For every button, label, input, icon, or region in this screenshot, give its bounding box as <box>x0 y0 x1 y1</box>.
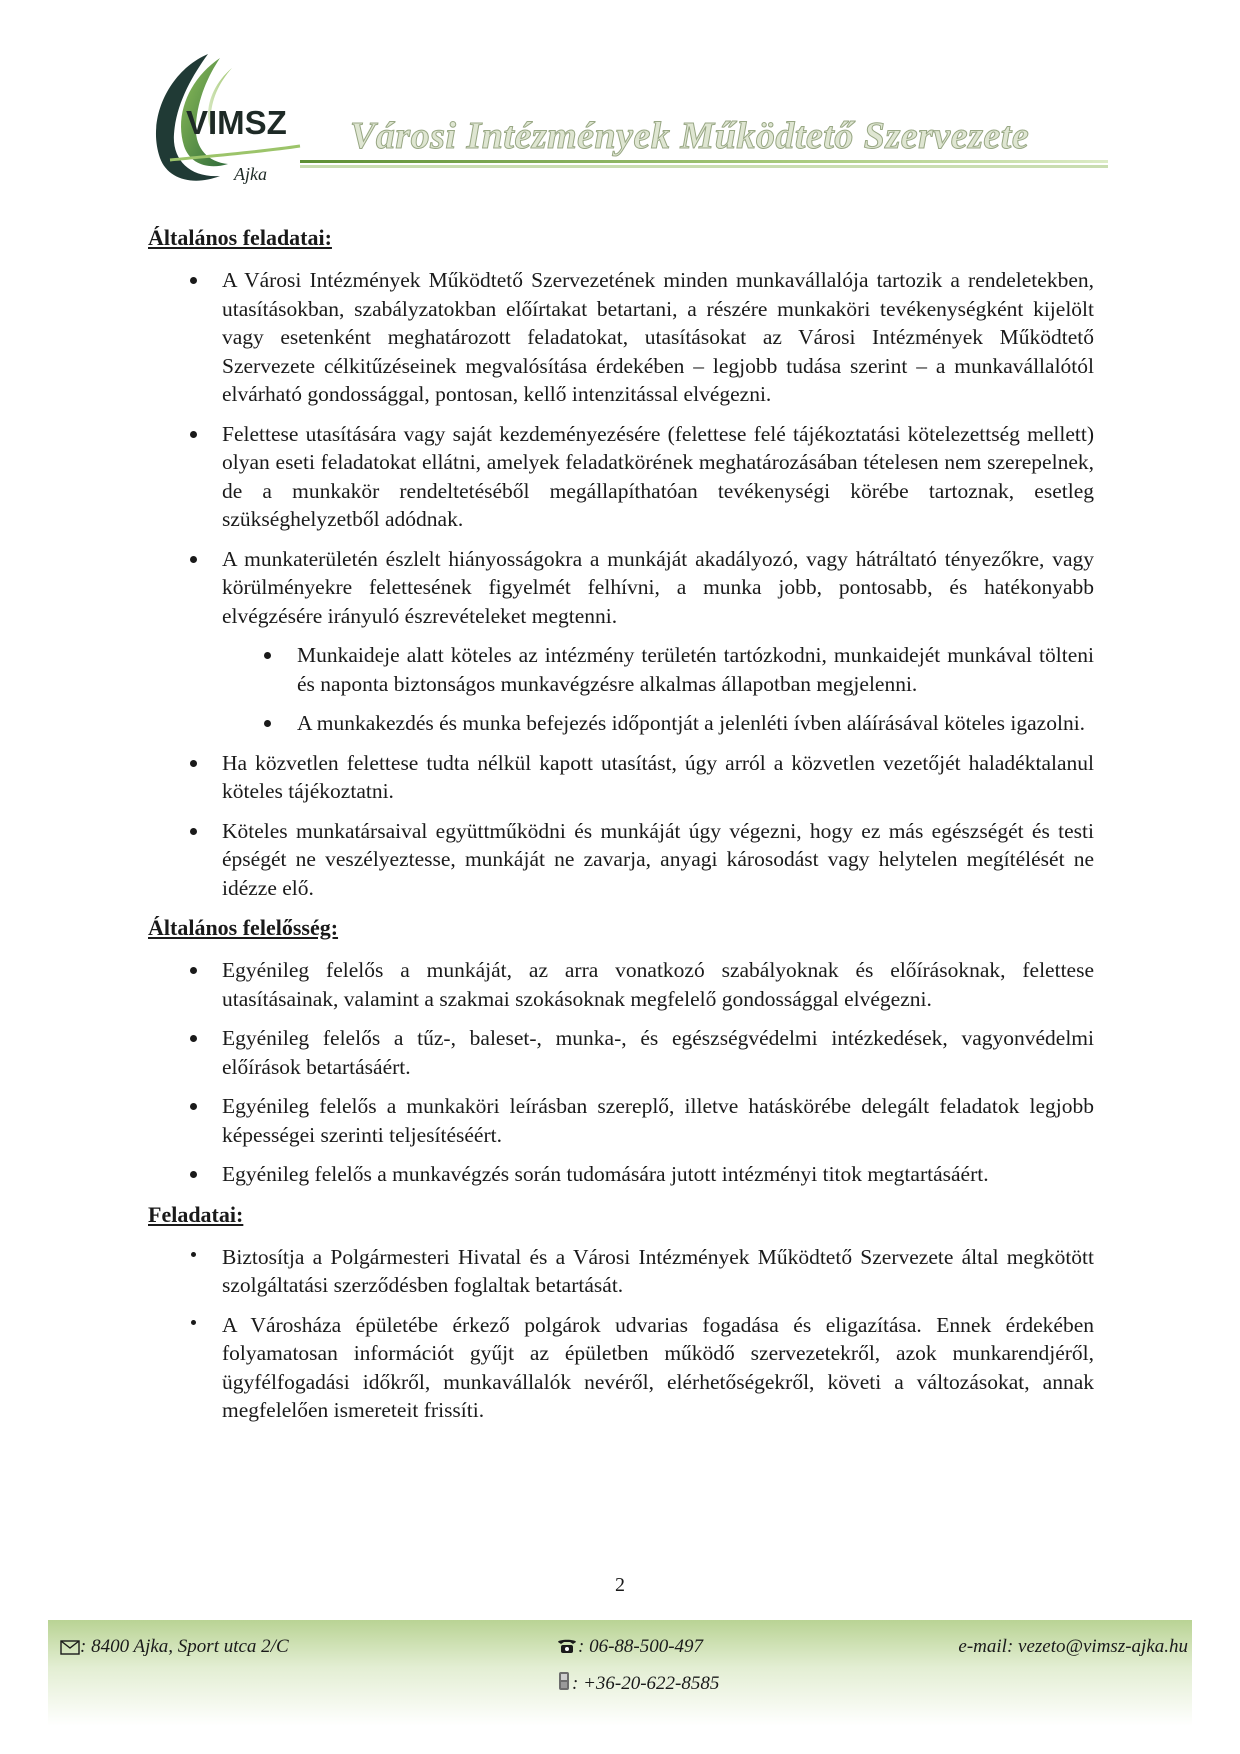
bullet-icon <box>190 760 197 767</box>
organization-title: Városi Intézmények Működtető Szervezete <box>350 115 1030 157</box>
list-item: A munkaterületén észlelt hiányosságokra a munkáját akadályozó, vagy hátráltató tényezőkre, vagy körülményekre felettesének figyelmét felhívni, a munka jobb, pontosabb, és hatékonyabb elvégzésére irányuló észrevételeket megtenni. <box>148 545 1094 631</box>
logo-city: Ajka <box>234 164 267 184</box>
footer-email: e-mail: vezeto@vimsz-ajka.hu <box>958 1636 1188 1657</box>
bullet-icon <box>190 556 197 563</box>
list-item: Egyénileg felelős a munkaköri leírásban szereplő, illetve hatáskörébe delegált feladatok legjobb képességei szerinti teljesítéséért. <box>148 1092 1094 1149</box>
footer-mobile: : +36-20-622-8585 <box>556 1670 719 1695</box>
list-item: A Városi Intézmények Működtető Szervezetének minden munkavállalója tartozik a rendeletekben, utasításokban, szabályzatokban előírtakat betartani, a részére munkaköri tevékenységként kijelölt vagy esetenként meghatározott feladatokat, utasításokat az Városi Intézmények Működtető Szervezete célkitűzéseinek megvalósítása érdekében – legjobb tudása szerint – a munkavállalótól elvárható gondossággal, pontosan, kellő intenzitással elvégezni. <box>148 266 1094 409</box>
bullet-icon <box>190 1171 197 1178</box>
section-heading-general-tasks: Általános feladatai: <box>148 225 332 250</box>
list-item: Munkaideje alatt köteles az intézmény területén tartózkodni, munkaidejét munkával tölteni és naponta biztonságos munkavégzésre alkalmas állapotban megjelenni. <box>148 641 1094 698</box>
mobile-phone-icon <box>556 1670 572 1692</box>
bullet-icon <box>190 431 197 438</box>
section-heading-tasks: Feladatai: <box>148 1201 244 1227</box>
list-item: A munkakezdés és munka befejezés időpontját a jelenléti ívben aláírásával köteles igazolni. <box>148 709 1094 738</box>
envelope-icon <box>60 1640 80 1655</box>
document-body <box>148 224 1094 1436</box>
list-item: Ha közvetlen felettese tudta nélkül kapott utasítást, úgy arról a közvetlen vezetőjét haladéktalanul köteles tájékoztatni. <box>148 749 1094 806</box>
footer-phone: : 06-88-500-497 <box>556 1636 703 1658</box>
header-rule <box>300 160 1108 170</box>
section-heading-general-responsibility: Általános felelősség: <box>148 915 339 940</box>
general-responsibility-list <box>148 956 1094 1189</box>
bullet-icon <box>190 967 197 974</box>
list-item: A Városháza épületébe érkező polgárok udvarias fogadása és eligazítása. Ennek érdekében folyamatosan információt gyűjt az épületben működő szervezetekről, azok munkarendjéről, ügyfélfogadási időkről, munkavállalók nevéről, elérhetőségekről, követi a változásokat, annak megfelelően ismereteit frissíti. <box>148 1311 1094 1425</box>
footer-address: : 8400 Ajka, Sport utca 2/C <box>60 1636 289 1658</box>
vimsz-logo <box>150 48 320 196</box>
bullet-icon <box>190 1103 197 1110</box>
bullet-icon <box>264 720 271 727</box>
list-item: Egyénileg felelős a munkáját, az arra vonatkozó szabályoknak és előírásoknak, felettese utasításainak, valamint a szakmai szokásoknak megfelelő gondossággal elvégezni. <box>148 956 1094 1013</box>
bullet-icon <box>190 277 197 284</box>
bullet-icon <box>264 652 271 659</box>
general-tasks-sublist <box>148 641 1094 738</box>
list-item: Egyénileg felelős a munkavégzés során tudomására jutott intézményi titok megtartásáért. <box>148 1160 1094 1189</box>
list-item: Egyénileg felelős a tűz-, baleset-, munka-, és egészségvédelmi intézkedések, vagyonvédelmi előírások betartásáért. <box>148 1024 1094 1081</box>
general-tasks-list <box>148 266 1094 630</box>
tasks-list <box>148 1243 1094 1425</box>
bullet-icon <box>190 828 197 835</box>
list-item: Köteles munkatársaival együttműködni és munkáját úgy végezni, hogy ez más egészségét és testi épségét ne veszélyeztesse, munkáját ne zavarja, anyagi károsodást vagy helytelen megítélését ne idézze elő. <box>148 817 1094 903</box>
list-item: Biztosítja a Polgármesteri Hivatal és a Városi Intézmények Működtető Szervezete által megkötött szolgáltatási szerződésben foglaltak betartását. <box>148 1243 1094 1300</box>
bullet-icon <box>191 1252 196 1257</box>
logo-text: VIMSZ <box>186 104 287 141</box>
bullet-icon <box>190 1035 197 1042</box>
page-number: 2 <box>615 1574 625 1596</box>
list-item: Felettese utasítására vagy saját kezdeményezésére (felettese felé tájékoztatási kötelezettség mellett) olyan eseti feladatokat ellátni, amelyek feladatkörének meghatározásában tételesen nem szerepelnek, de a munkakör rendeltetéséből megállapíthatóan tevékenységi körébe tartoznak, esetleg szükséghelyzetből adódnak. <box>148 420 1094 534</box>
general-tasks-list-continued <box>148 749 1094 903</box>
telephone-icon <box>556 1637 578 1655</box>
bullet-icon <box>191 1320 196 1325</box>
page-header <box>0 0 1240 200</box>
